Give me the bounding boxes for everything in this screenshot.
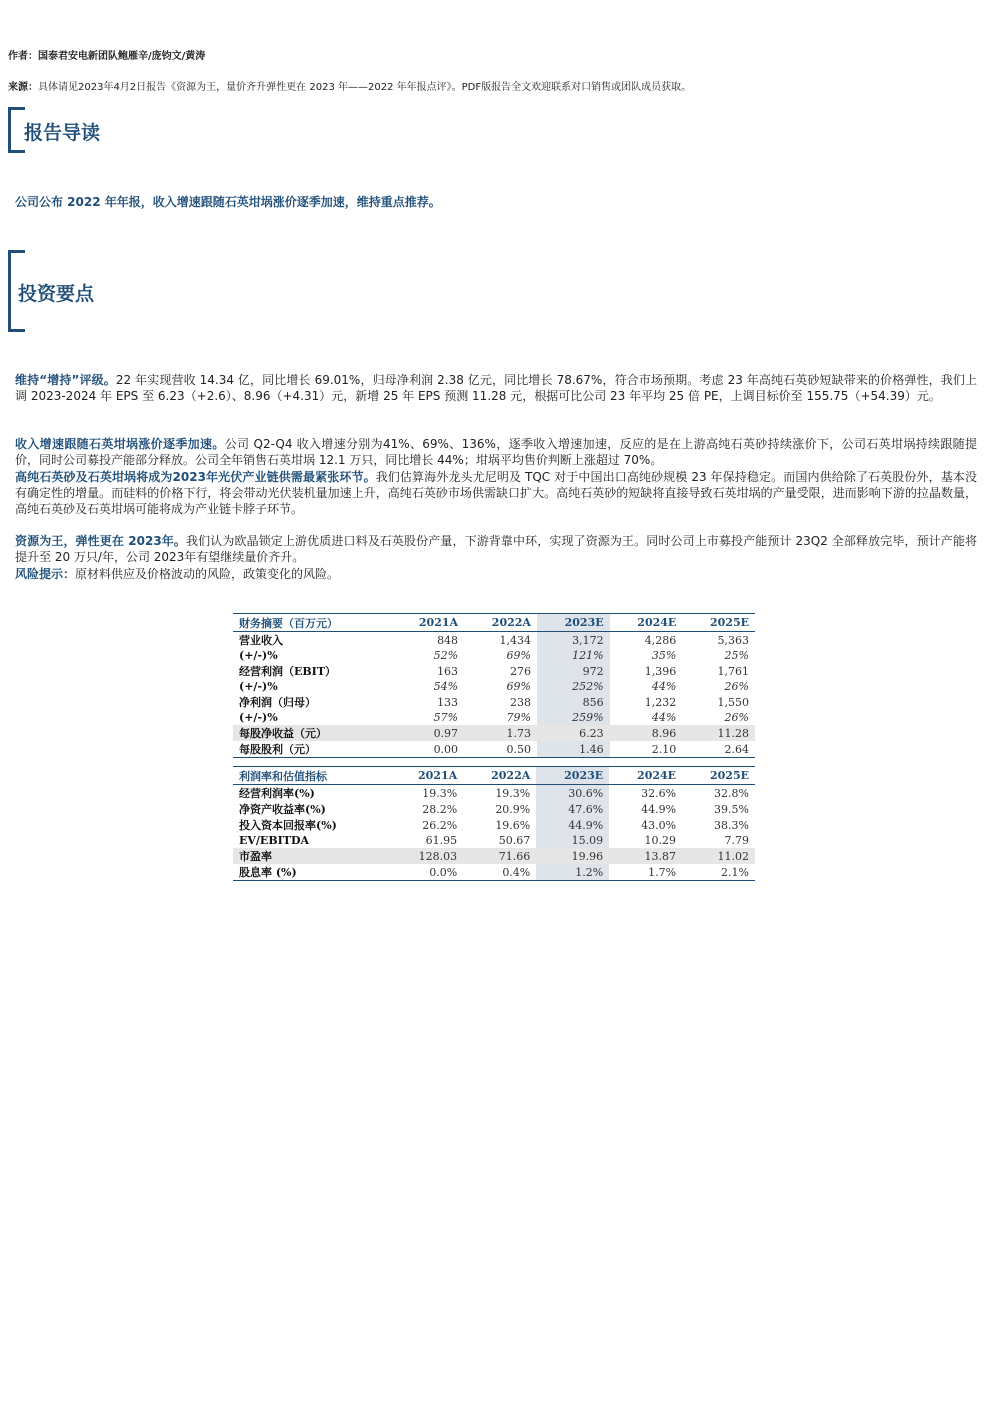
table-row	[233, 785, 755, 802]
table-cell: 15.09	[536, 833, 609, 848]
row-label: (+/-)%	[239, 649, 278, 662]
table-row	[233, 679, 755, 694]
table-row	[233, 801, 755, 817]
table-cell: 47.6%	[536, 801, 609, 817]
table-cell: 19.3%	[495, 786, 531, 800]
row-label: EV/EBITDA	[239, 834, 310, 847]
table-cell: 43.0%	[641, 818, 677, 832]
paragraph-body: 公司 Q2-Q4 收入增速分别为41%、69%、136%，逐季收入增速加速，反应的是在上游高纯石英砂持续涨价下，公司石英坩埚持续跟随提价，同时公司募投产能部分释放。公司全年销售石英坩埚 12.1 万只，同比增长 44%；坩埚平均售价判断上涨超过 70%。	[15, 437, 977, 467]
table-cell: 1,232	[644, 695, 677, 709]
table-cell: 2.64	[682, 741, 755, 758]
table-cell: 0.0%	[390, 864, 463, 881]
table-cell: 2.1%	[682, 864, 755, 881]
table-cell: 1,761	[717, 664, 749, 678]
table-cell: 28.2%	[422, 802, 458, 816]
table-cell: 19.6%	[495, 818, 531, 832]
table-cell: 52%	[433, 649, 459, 662]
table-cell: 25%	[724, 649, 749, 662]
table-cell: 44.9%	[641, 802, 677, 816]
paragraph-revenue	[15, 436, 977, 468]
table-cell: 26%	[724, 680, 749, 693]
table-cell: 61.95	[425, 834, 458, 847]
paragraph-body: 我们认为欧晶锁定上游优质进口料及石英股份产量，下游背靠中环，实现了资源为王。同时公司上市募投产能预计 23Q2 全部释放完毕，预计产能将提升至 20 万只/年，公司 2023年有望继续量价齐升。	[15, 534, 978, 564]
paragraph-heading: 收入增速跟随石英坩埚涨价逐季加速。	[15, 437, 225, 451]
table-cell: 0.4%	[463, 864, 536, 881]
table-row	[233, 848, 755, 864]
table-cell: 133	[437, 695, 459, 709]
table-cell: 26.2%	[422, 818, 458, 832]
row-label: 经营利润（EBIT）	[239, 665, 337, 678]
table-cell: 1.7%	[609, 864, 682, 881]
table-cell: 57%	[433, 711, 459, 724]
table-cell: 0.50	[464, 741, 537, 758]
table-cell: 50.67	[498, 834, 531, 847]
table-cell: 1.2%	[536, 864, 609, 881]
table-cell: 1,434	[499, 633, 531, 647]
table-cell: 4,286	[644, 633, 677, 647]
table-cell: 0.97	[391, 725, 464, 741]
table-cell: 276	[509, 664, 531, 678]
table-cell: 44%	[651, 711, 677, 724]
table-row	[233, 833, 755, 848]
table-cell: 35%	[651, 649, 677, 662]
table-cell: 5,363	[717, 633, 749, 647]
table-header-cell: 财务摘要（百万元）	[233, 614, 391, 632]
table-row	[233, 725, 755, 741]
table-row	[233, 648, 755, 663]
points-section-header	[8, 250, 128, 332]
row-label: (+/-)%	[239, 711, 278, 724]
paragraph-heading: 资源为王，弹性更在 2023年。	[15, 534, 187, 548]
table-row	[233, 710, 755, 725]
paragraph-heading: 维持“增持”评级。	[15, 373, 116, 387]
table-header-cell: 2023E	[536, 767, 609, 785]
row-label: 股息率 (%)	[233, 864, 390, 881]
table-row	[233, 632, 755, 649]
paragraph-heading: 风险提示：	[15, 567, 76, 581]
author-label: 作者：	[8, 51, 38, 62]
table-row	[233, 694, 755, 710]
guide-section-header	[8, 107, 128, 153]
table-cell: 1.73	[464, 725, 537, 741]
table-header-cell: 2022A	[463, 767, 536, 785]
table-header-cell: 2021A	[390, 767, 463, 785]
row-label: 市盈率	[233, 848, 390, 864]
row-label: 投入资本回报率(%)	[239, 819, 337, 832]
paragraph-supply	[15, 469, 977, 517]
table-header-row	[233, 767, 755, 785]
table-cell: 19.96	[536, 848, 609, 864]
source-value: 具体请见2023年4月2日报告《资源为王，量价齐升弹性更在 2023 年——2022 年年报点评》。PDF版报告全文欢迎联系对口销售或团队成员获取。	[38, 82, 692, 93]
table-cell: 856	[537, 694, 610, 710]
table-cell: 7.79	[724, 834, 749, 847]
table-cell: 121%	[537, 648, 610, 663]
table-header-cell: 利润率和估值指标	[233, 767, 390, 785]
table-cell: 44.9%	[536, 817, 609, 833]
table-cell: 32.6%	[641, 786, 677, 800]
table-cell: 69%	[506, 680, 531, 693]
table-cell: 11.28	[682, 725, 755, 741]
source-line	[8, 78, 691, 93]
table-cell: 38.3%	[714, 818, 749, 832]
table-cell: 238	[509, 695, 531, 709]
table-header-cell: 2023E	[537, 614, 610, 632]
table-cell: 71.66	[463, 848, 536, 864]
table-cell: 972	[537, 663, 610, 679]
table-cell: 1.46	[537, 741, 610, 758]
table-cell: 11.02	[682, 848, 755, 864]
valuation-metrics-table	[233, 766, 755, 881]
table-cell: 44%	[651, 680, 677, 693]
row-label: 每股净收益（元）	[233, 725, 391, 741]
points-title: 投资要点	[18, 283, 95, 305]
paragraph-body: 我们估算海外龙头尤尼明及 TQC 对于中国出口高纯砂规模 23 年保持稳定。而国内供给除了石英股份外，基本没有确定性的增量。而硅料的价格下行，将会带动光伏装机量加速上升，高纯石英砂市场供需缺口扩大。高纯石英砂的短缺将直接导致石英坩埚的产量受限，进而影响下游的拉晶数量，高纯石英砂及石英坩埚可能将成为产业链卡脖子环节。	[15, 470, 977, 516]
table-cell: 79%	[506, 711, 531, 724]
paragraph-body: 22 年实现营收 14.34 亿，同比增长 69.01%，归母净利润 2.38 亿元，同比增长 78.67%，符合市场预期。考虑 23 年高纯石英砂短缺带来的价格弹性，我们上调 2023-2024 年 EPS 至 6.23（+2.6）、8.96（+4.31）元，新增 25 年 EPS 预测 11.28 元，根据可比公司 23 年平均 25 倍 PE，上调目标价至 155.75（+54.39）元。	[15, 373, 977, 403]
row-label: 经营利润率(%)	[239, 787, 315, 800]
table-cell: 39.5%	[714, 802, 749, 816]
table-header-row	[233, 614, 755, 632]
paragraph-resources	[15, 533, 977, 565]
paragraph-risk	[15, 566, 977, 582]
paragraph-body: 原材料供应及价格波动的风险，政策变化的风险。	[75, 567, 340, 581]
author-line	[8, 47, 205, 62]
paragraph-rating	[15, 372, 977, 404]
table-cell: 13.87	[609, 848, 682, 864]
table-cell: 8.96	[610, 725, 683, 741]
table-cell: 0.00	[391, 741, 464, 758]
table-cell: 30.6%	[536, 785, 609, 802]
table-header-cell: 2024E	[609, 767, 682, 785]
table-cell: 6.23	[537, 725, 610, 741]
row-label: (+/-)%	[239, 680, 278, 693]
financial-summary-table	[233, 613, 755, 758]
table-cell: 848	[437, 633, 459, 647]
guide-lead: 公司公布 2022 年年报，收入增速跟随石英坩埚涨价逐季加速，维持重点推荐。	[15, 195, 441, 209]
paragraph-heading: 高纯石英砂及石英坩埚将成为2023年光伏产业链供需最紧张环节。	[15, 470, 376, 484]
table-cell: 259%	[537, 710, 610, 725]
table-cell: 163	[437, 664, 459, 678]
guide-title: 报告导读	[24, 122, 101, 144]
table-cell: 69%	[506, 649, 531, 662]
table-cell: 1,550	[717, 695, 749, 709]
table-header-cell: 2022A	[464, 614, 537, 632]
table-header-cell: 2024E	[610, 614, 683, 632]
table-cell: 32.8%	[714, 786, 749, 800]
row-label: 净资产收益率(%)	[239, 803, 326, 816]
row-label: 每股股利（元）	[233, 741, 391, 758]
section-bracket	[8, 107, 25, 153]
table-header-cell: 2025E	[682, 767, 755, 785]
table-cell: 19.3%	[422, 786, 458, 800]
table-row	[233, 864, 755, 881]
author-value: 国泰君安电新团队鲍雁辛/庞钧文/黄涛	[38, 51, 206, 62]
table-cell: 54%	[433, 680, 459, 693]
table-cell: 26%	[724, 711, 749, 724]
table-header-cell: 2021A	[391, 614, 464, 632]
table-cell: 3,172	[537, 632, 610, 649]
table-header-cell: 2025E	[682, 614, 755, 632]
source-label: 来源：	[8, 82, 38, 93]
table-cell: 128.03	[390, 848, 463, 864]
table-cell: 10.29	[644, 834, 677, 847]
table-cell: 20.9%	[495, 802, 531, 816]
table-cell: 2.10	[610, 741, 683, 758]
table-row	[233, 741, 755, 758]
table-row	[233, 663, 755, 679]
table-cell: 1,396	[644, 664, 677, 678]
table-row	[233, 817, 755, 833]
row-label: 净利润（归母）	[239, 696, 316, 709]
row-label: 营业收入	[239, 634, 283, 647]
table-cell: 252%	[537, 679, 610, 694]
